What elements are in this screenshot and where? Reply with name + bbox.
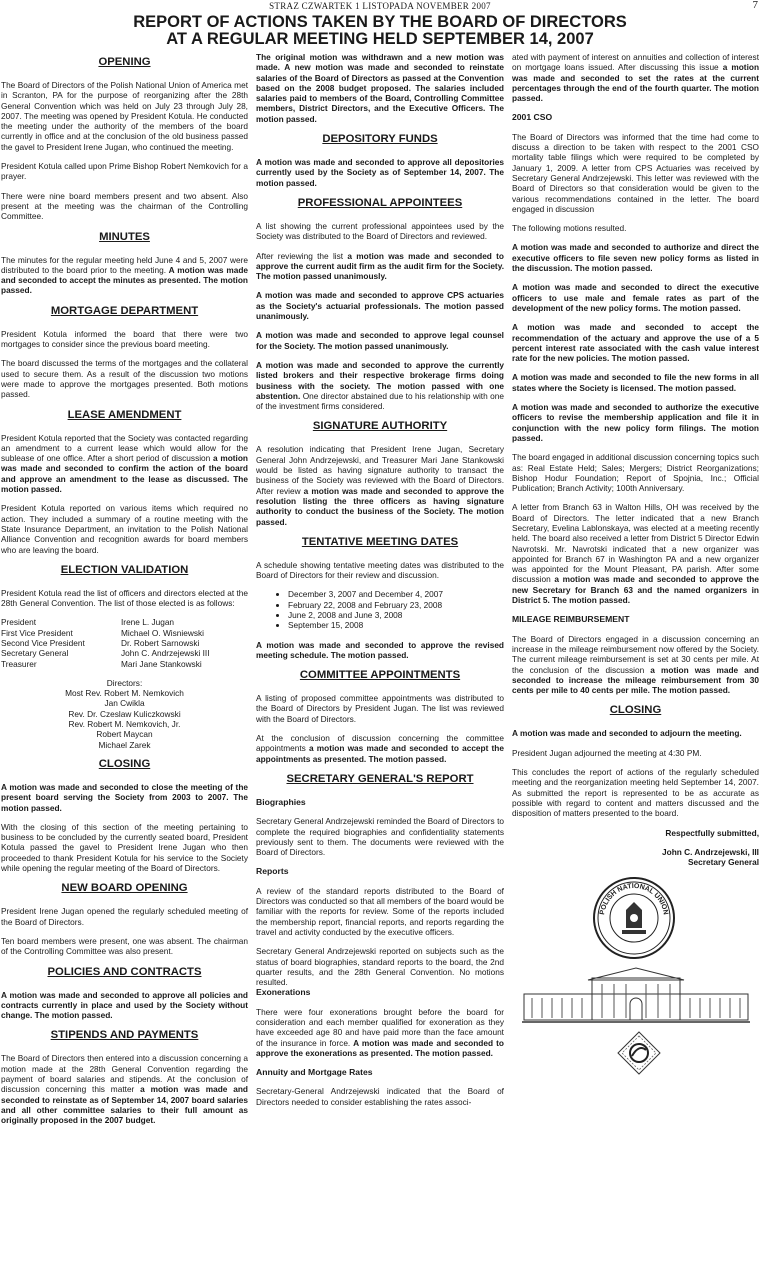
- director-list: [1, 678, 248, 750]
- column-3: [512, 52, 759, 1076]
- list-item: • June 2, 2008 and June 3, 2008: [288, 610, 504, 620]
- heading-closing: CLOSING: [609, 704, 662, 717]
- paragraph: A listing of proposed committee appointments was distributed to the Board of Directors by President Jugan. The list was reviewed with the Board of Directors.: [256, 693, 504, 724]
- heading-committee: COMMITTEE APPOINTMENTS: [299, 669, 461, 682]
- text: The Board of Directors engaged in a discussion concerning an increase in the mileage reimbursement now offered by the Society. The current mileage reimbursement is set at 30 cents per mile. At the conclusion of the discussion: [512, 633, 759, 675]
- text: There were four exonerations brought before the board for consideration and each member qualified for exoneration as they have exceeded age 80 and have paid more than the face amount of the insurance in force.: [256, 1006, 504, 1048]
- heading-lease: LEASE AMENDMENT: [67, 408, 182, 421]
- heading-depository: DEPOSITORY FUNDS: [322, 133, 438, 146]
- running-header: [0, 0, 760, 14]
- paragraph: President Jugan adjourned the meeting at 4:30 PM.: [512, 747, 702, 758]
- motion-text: a motion was made and seconded to approve the current audit firm as the audit firm for the Society. The motion passed unanimously.: [256, 250, 504, 282]
- officer-list: [1, 617, 248, 668]
- text: A letter from Branch 63 in Walton Hills, OH was received by the Board of Directors. The letter indicated that a new Branch Secretary, Evelina Lablonskaya, was elected at a meeting recently held. The board also received a letter from District 5 Director Edwin Navrotski. Mr. Navrotski indicated that a new organizer was appointed for Branch 67 in Washington PA and a new organizer was appointed for the Mount Pleasant, PA parish. After some discussion: [512, 502, 759, 585]
- motion-text: a motion was made and seconded to approve the resolution listing the three officers as having signature authority to conduct the business of the Society. The motion passed.: [256, 485, 504, 527]
- paragraph: Ten board members were present, one was absent. The chairman of the Controlling Committee was also present.: [1, 935, 248, 957]
- motion-text: a motion was made and seconded to accept the appointments as presented. The motion passed.: [256, 743, 504, 764]
- text: One director abstained due to his relationship with one of the investment firms considered.: [256, 390, 504, 412]
- column-1: [1, 52, 248, 1134]
- signoff: Respectfully submitted,: [665, 827, 759, 838]
- paragraph: The following motions resulted.: [512, 223, 627, 234]
- subheading-cso: 2001 CSO: [512, 112, 553, 123]
- motion-text: a motion was made and seconded to reinstate as of September 14, 2007 board salaries and all other committee salaries to their full amount as originally proposed in the 2007 budget.: [1, 1084, 248, 1126]
- text: ated with payment of interest on annuities and collection of interest on mortgage loans issued. After discussing this issue: [512, 52, 759, 73]
- paragraph: President Irene Jugan opened the regularly scheduled meeting of the Board of Directors.: [1, 906, 248, 927]
- motion-paragraph: The original motion was withdrawn and a new motion was made. A new motion was made and seconded to reinstate salaries of the Board of Directors as passed at the Convention based on the 2008 budget proposed. The salaries included salaries paid to members of the Board, Controlling Committee members, District Directors, and the Executive Officers. The motion passed.: [256, 52, 504, 124]
- motion-text: A motion was made and seconded to accept the minutes as presented. The motion passed.: [1, 264, 248, 296]
- motion-paragraph: A motion was made and seconded to direct the executive officers to use male and female rates as part of the development of the new policy forms. The motion passed.: [512, 282, 759, 313]
- column-2: [256, 52, 504, 1116]
- text: After reviewing the list: [256, 250, 344, 261]
- text: The minutes for the regular meeting held June 4 and 5, 2007 were distributed to the board prior to the meeting.: [1, 254, 248, 275]
- report-title: [0, 14, 760, 48]
- director-name: Jan Cwikla: [104, 698, 145, 709]
- directors-label: Directors:: [106, 677, 143, 688]
- motion-paragraph: A motion was made and seconded to accept the recommendation of the actuary and approve the use of a 5 percent interest rate associated with the cash value interest rate for the new policies. The motion passed.: [512, 322, 759, 364]
- paragraph: There were nine board members present and two absent. Also present at the meeting was the chairman of the Controlling Committee.: [1, 190, 248, 222]
- paragraph: President Kotula informed the board that there were two mortgages to consider since the previous board meeting.: [1, 328, 248, 350]
- paragraph: This concludes the report of actions of the regularly scheduled meeting and the reorganization meeting held September 14, 2007. As submitted the report is represented to be as accurate as possible with regard to content and matters discussed and the disposition of matters presented to the board.: [512, 767, 759, 819]
- director-name: Robert Maycan: [96, 729, 153, 740]
- motion-text: A motion was made and seconded to approve the currently listed brokers and their respective brokerage firms doing business with the society. The motion passed with one abstention.: [256, 359, 504, 401]
- signer-block: [512, 847, 759, 868]
- subheading-reports: Reports: [256, 866, 289, 877]
- paragraph: The Board of Directors was informed that the time had come to discuss a direction to be taken with respect to the 2001 CSO mortality table filings which were required to be completed by January 1, 2009. A letter from CPS Actuaries was received by Secretary General Andrzejewski. This letter was reviewed with the Board of Directors so that consideration would be given to the various recommendations contained in the letter. The board engaged in discussion: [512, 131, 759, 214]
- heading-minutes: MINUTES: [99, 230, 150, 243]
- paragraph: President Kotula read the list of officers and directors elected at the 28th General Convention. The list of those elected is as follows:: [1, 587, 248, 609]
- text: The Board of Directors then entered into a discussion concerning a motion made at the 28th General Convention regarding the payment of board salaries and stipends. At the conclusion of discussion concerning this matter: [1, 1053, 248, 1095]
- officer-name: Irene L. Jugan: [121, 617, 175, 628]
- motion-text: a motion was made and seconded to confirm the action of the board and approve an amendment to the lease as discussed. The motion passed.: [1, 453, 249, 495]
- paragraph: The board engaged in additional discussion concerning topics such as: Real Estate Held; Sales; Mergers; District Reorganizations; Bishop Hodur Foundation; Report of Spojnia, Inc.; Official Publication; Branch Activity; 100th Anniversary.: [512, 452, 759, 494]
- motion-text: a motion was made and seconded to approve the new Secretary for Branch 63 and the named organizers in District 5. The motion passed.: [512, 574, 759, 606]
- signer-name: John C. Andrzejewski, III: [662, 846, 759, 857]
- text: President Kotula reported that the Society was contacted regarding an amendment to a current lease which would allow for the sublease of one office. After a short period of discussion: [1, 432, 248, 464]
- paragraph: With the closing of this section of the meeting pertaining to business to be concluded by the currently seated board, President Kotula passed the gavel to President Irene Jugan who then proceeded to thank President Kotula for his service to the Society while opening the regular meeting of the Board of Directors.: [1, 821, 248, 874]
- running-head: STRAZ CZWARTEK 1 LISTOPADA NOVEMBER 2007: [269, 1, 491, 11]
- motion-paragraph: A motion was made and seconded to authorize the executive officers to revise the membership application and file it in conjunction with the new policy form filings. The motion passed.: [512, 402, 759, 443]
- officer-title: Treasurer: [1, 658, 37, 669]
- subheading-annuity: Annuity and Mortgage Rates: [256, 1067, 373, 1078]
- motion-paragraph: A motion was made and seconded to authorize and direct the executive officers to file seven new policy forms as listed in the discussion. The motion passed.: [512, 242, 759, 274]
- motion-paragraph: A motion was made and seconded to file the new forms in all states where the Society is licensed. The motion passed.: [512, 372, 759, 393]
- paragraph: [512, 634, 759, 696]
- officer-title: First Vice President: [1, 627, 73, 638]
- subheading-biographies: Biographies: [256, 796, 306, 807]
- officer-title: Second Vice President: [1, 637, 85, 648]
- director-name: Rev. Dr. Czeslaw Kuliczkowski: [68, 708, 181, 719]
- title-line-1: REPORT OF ACTIONS TAKEN BY THE BOARD OF DIRECTORS: [133, 13, 627, 31]
- heading-tentative: TENTATIVE MEETING DATES: [301, 535, 459, 548]
- officer-name: Dr. Robert Sarnowski: [121, 637, 200, 648]
- subheading-mileage: MILEAGE REIMBURSEMENT: [512, 614, 630, 625]
- heading-new-board: NEW BOARD OPENING: [61, 882, 188, 895]
- heading-opening: OPENING: [98, 56, 151, 68]
- officer-title: President: [1, 617, 37, 628]
- title-line-2: AT A REGULAR MEETING HELD SEPTEMBER 14, 2007: [166, 30, 594, 48]
- paragraph: [512, 52, 759, 103]
- director-name: Rev. Robert M. Nemkovich, Jr.: [68, 719, 181, 730]
- paragraph: Secretary-General Andrzejewski indicated that the Board of Directors needed to consider establishing the rates associ-: [256, 1086, 504, 1107]
- paragraph: [1, 255, 248, 296]
- heading-secgen: SECRETARY GENERAL'S REPORT: [286, 772, 474, 785]
- union-seal-icon: [592, 876, 676, 960]
- paragraph: [256, 360, 504, 411]
- paragraph: [1, 1053, 248, 1125]
- motion-paragraph: A motion was made and seconded to close the meeting of the present board serving the Society from 2003 to 2007. The motion passed.: [1, 781, 248, 813]
- heading-signature: SIGNATURE AUTHORITY: [312, 420, 448, 433]
- paragraph: [512, 502, 759, 605]
- heading-stipends: STIPENDS AND PAYMENTS: [50, 1029, 199, 1042]
- list-item: • December 3, 2007 and December 4, 2007: [288, 589, 504, 599]
- motion-text: a motion was made and seconded to set the rates at the current percentages through the end of the fourth quarter. The motion passed.: [512, 62, 760, 104]
- emblem-icon: [616, 1030, 662, 1076]
- signer-title: Secretary General: [687, 857, 759, 868]
- paragraph: A schedule showing tentative meeting dates was distributed to the Board of Directors for their review and discussion.: [256, 559, 504, 581]
- paragraph: [256, 733, 504, 764]
- list-item: • February 22, 2008 and February 23, 2008: [288, 600, 504, 610]
- heading-appointees: PROFESSIONAL APPOINTEES: [297, 196, 463, 209]
- seal-text: POLISH NATIONAL UNION: [599, 883, 669, 916]
- motion-paragraph: A motion was made and seconded to approve CPS actuaries as the Society's actuarial professionals. The motion passed unanimously.: [256, 290, 504, 322]
- motion-text: A motion was made and seconded to approve the exonerations as presented. The motion passed.: [256, 1037, 504, 1058]
- paragraph: [256, 1007, 504, 1058]
- paragraph: [256, 251, 504, 282]
- heading-mortgage: MORTGAGE DEPARTMENT: [50, 304, 199, 317]
- heading-closing-old-board: CLOSING: [98, 757, 151, 770]
- meeting-date-list: [256, 589, 504, 630]
- paragraph: Secretary General Andrzejewski reported on subjects such as the status of board biographies, standard reports to the board, the 2nd quarter results, and the 28th General Convention. No motions resulted.: [256, 946, 504, 988]
- text: At the conclusion of discussion concerning the committee appointments: [256, 733, 504, 754]
- director-name: Most Rev. Robert M. Nemkovich: [65, 688, 184, 699]
- motion-text: a motion was made and seconded to increase the mileage reimbursement from 30 cents per mile to 40 cents per mile. The motion passed.: [512, 664, 759, 696]
- paragraph: Secretary General Andrzejewski reminded the Board of Directors to complete the required biographies and confidentiality statements previously sent to them. The documents were reviewed with the Board of Directors.: [256, 816, 504, 858]
- motion-paragraph: A motion was made and seconded to approve all policies and contracts currently in place and used by the Society without change. The motion passed.: [1, 989, 248, 1021]
- officer-name: John C. Andrzejewski III: [121, 648, 210, 659]
- officer-name: Mari Jane Stankowski: [121, 658, 202, 669]
- heading-policies: POLICIES AND CONTRACTS: [47, 965, 202, 978]
- motion-paragraph: A motion was made and seconded to approve the revised meeting schedule. The motion passed.: [256, 639, 504, 660]
- heading-election: ELECTION VALIDATION: [60, 563, 189, 576]
- motion-paragraph: A motion was made and seconded to approve legal counsel for the Society. The motion passed unanimously.: [256, 330, 504, 351]
- paragraph: [1, 433, 248, 495]
- paragraph: A list showing the current professional appointees used by the Society was distributed to the Board of Directors and reviewed.: [256, 220, 504, 242]
- page-number: 7: [752, 0, 758, 11]
- paragraph: President Kotula reported on various items which required no action. They included a summary of a routine meeting with the State Insurance Department, an invitation to the Polish National Alliance Convention and recognition awards for board members who are leaving the board.: [1, 503, 248, 555]
- motion-paragraph: A motion was made and seconded to adjourn the meeting.: [512, 728, 742, 739]
- list-item: • September 15, 2008: [288, 620, 504, 630]
- officer-name: Michael O. Wisniewski: [121, 627, 204, 638]
- paragraph: [256, 444, 504, 526]
- text: A resolution indicating that President Irene Jugan, Secretary General John Andrzejewski, and Treasurer Mari Jane Stankowski would be listed as having signature authority to transact the business of the Society was reviewed with the Board of Directors. After review: [256, 444, 504, 496]
- subheading-exonerations: Exonerations: [256, 987, 311, 998]
- motion-paragraph: A motion was made and seconded to approve all depositories currently used by the Society as of September 14, 2007. The motion passed.: [256, 157, 504, 188]
- paragraph: The board discussed the terms of the mortgages and the collateral used to secure them. As a result of the discussion two motions were made to approve the mortgages presented. Both motions passed.: [1, 358, 248, 400]
- officer-title: Secretary General: [1, 648, 69, 659]
- headquarters-building-icon: [522, 966, 750, 1024]
- director-name: Michael Zarek: [98, 739, 151, 750]
- paragraph: A review of the standard reports distributed to the Board of Directors was conducted so that all members of the board would be familiar with the reports for review. Some of the reports included the membership report, financial reports, and reports regarding the travel and activity conducted by the executive officers.: [256, 885, 504, 937]
- paragraph: The Board of Directors of the Polish National Union of America met in Scranton, PA for the purpose of reorganizing after the 28th General Convention which was held on July 23 through July 28, 2007. The meeting was opened by President Kotula. He conducted the meeting under the authority of the members of the board currently in office and at the conclusion of the old business passed the gavel to President Irene Jugan, who continued the meeting.: [1, 80, 248, 152]
- paragraph: President Kotula called upon Prime Bishop Robert Nemkovich for a prayer.: [1, 161, 248, 182]
